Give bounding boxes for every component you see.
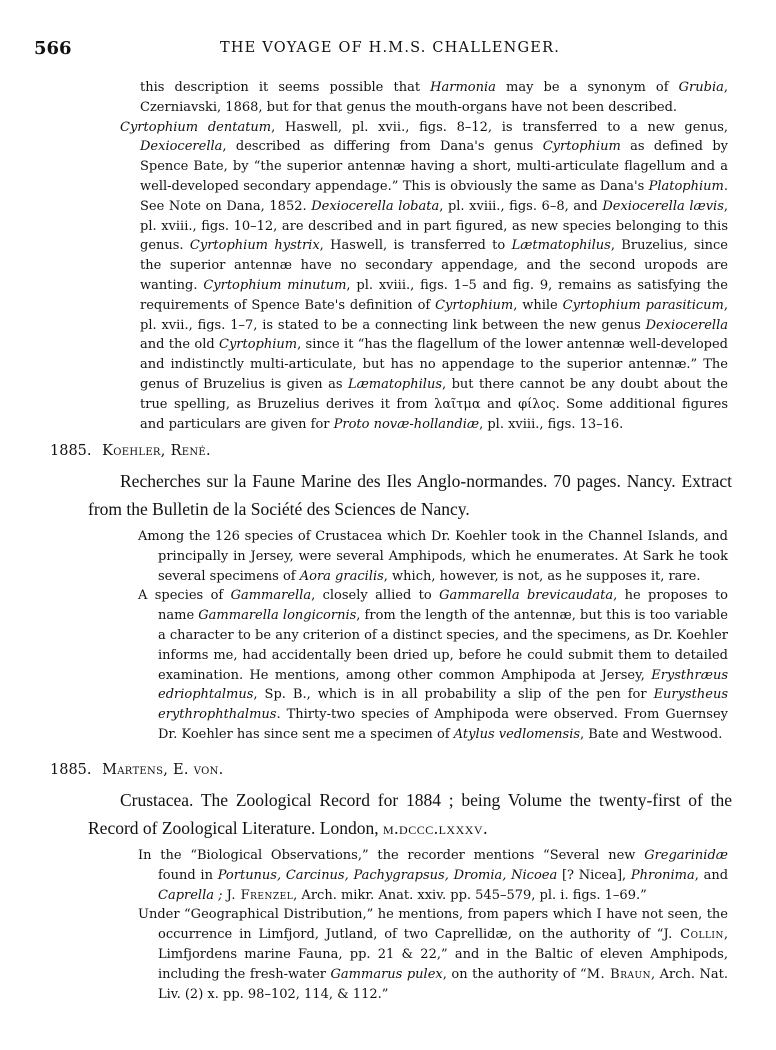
genus-name: Gammarella xyxy=(230,588,312,604)
text-run: as defined by Spence Bate, by “the superior antennæ having a short, multi-articulate flagellum and a well-developed secondary appendage.” This is obviously the same as Dana's xyxy=(140,139,728,194)
text-run: , described as differing from Dana's genus xyxy=(222,139,543,155)
text-run: , from the length of the antennæ, but this is too variable a character to be any criterion of a distinct species, and the specimens, as Dr. Koehler informs me, had accidentally been dried up, before he could submit them to detailed examination. He mentions, among other common Amphipoda at Jersey, xyxy=(158,608,729,683)
text-run: , pl. xviii., figs. 6–8, and xyxy=(439,198,603,214)
page-number: 566 xyxy=(34,38,72,59)
text-run: this description it seems possible that xyxy=(140,80,431,95)
genus-name: Caprella ; xyxy=(158,887,223,903)
text-run: [? Nicea], xyxy=(557,867,631,883)
genus-name: Læmatophilus xyxy=(347,376,442,392)
body-paragraph xyxy=(120,118,728,435)
species-name: Dexiocerella lævis xyxy=(602,198,724,214)
running-title: THE VOYAGE OF H.M.S. CHALLENGER. xyxy=(219,40,561,56)
text-run: , Sp. B., which is in all probability a slip of the pen for xyxy=(253,687,654,703)
text-run: . Thirty-two species of Amphipoda were observed. From Guernsey Dr. Koehler has since sent me a specimen of xyxy=(158,707,728,742)
text-run: , Haswell, is transferred to xyxy=(319,238,512,254)
species-name: Gammarella longicornis xyxy=(198,608,357,624)
cited-author: M. Braun xyxy=(586,966,651,982)
family-name: Gregarinidæ xyxy=(644,848,728,863)
entry-body xyxy=(140,527,728,745)
text-run: may be a synonym of xyxy=(495,80,679,95)
text-run: , but there cannot be any doubt about the true spelling, as Bruzelius derives it from λαῖτμα and φίλος. Some additional figures and particulars are given for xyxy=(140,376,728,432)
genus-name: Dexiocerella xyxy=(645,317,728,333)
genus-name: Harmonia xyxy=(430,80,496,95)
entry-title-block xyxy=(88,786,732,842)
entry-title xyxy=(88,786,732,842)
genus-name: Dexiocerella xyxy=(140,139,223,155)
entry-year: 1885. xyxy=(50,443,92,459)
species-name: Gammarella brevicaudata xyxy=(439,588,614,604)
species-name: Dexiocerella lobata xyxy=(311,198,440,214)
genus-name: Platophium xyxy=(648,178,724,194)
entry-title-text: Crustacea. The Zoological Record for 1884 ; being Volume the twenty-first of the Record of Zoological Literature. London, xyxy=(88,790,732,838)
entry-year: 1885. xyxy=(50,762,92,778)
entry-body xyxy=(140,846,728,1004)
bibliography-entry-heading xyxy=(50,762,224,778)
species-name: Erysthræus edriophtalmus xyxy=(158,667,728,703)
genus-name: Cyrtophium xyxy=(542,139,621,155)
text-run: found in xyxy=(158,867,218,883)
cited-author: J. Collin xyxy=(663,927,724,943)
species-name: Cyrtophium parasiticum xyxy=(562,297,724,313)
species-name: Cyrtophium dentatum xyxy=(120,119,272,135)
text-run: , Limfjordens marine Fauna, pp. 21 & 22,” and in the Baltic of eleven Amphipods, including the fresh-water xyxy=(158,927,728,982)
genus-name: Phronima xyxy=(630,867,695,883)
species-name: Proto novæ-hollandiæ xyxy=(333,416,480,432)
continued-entry-body xyxy=(120,78,729,434)
text-run: , since it “has the flagellum of the lower antennæ well-developed and indistinctly multi-articulate, but has no appendage to the superior antennæ.” The genus of Bruzelius is given as xyxy=(140,337,728,392)
body-paragraph xyxy=(138,846,728,905)
body-paragraph xyxy=(138,905,728,1004)
genus-name: Lætmatophilus xyxy=(511,238,611,254)
text-run: , Bruzelius, since the superior antennæ have no secondary appendage, and the second uropods are wanting. xyxy=(140,238,728,293)
species-name: Gammarus pulex xyxy=(330,966,443,982)
entry-title: Recherches sur la Faune Marine des Iles Anglo-normandes. 70 pages. Nancy. Extract from the Bulletin de la Société des Sciences de Nancy. xyxy=(88,471,732,519)
text-run: Among the 126 species of Crustacea which Dr. Koehler took in the Channel Islands, and principally in Jersey, were several Amphipods, which he enumerates. At Sark he took several specimens of xyxy=(138,529,728,584)
entry-author: Koehler, René. xyxy=(102,443,211,459)
text-run: , Bate and Westwood. xyxy=(580,726,723,742)
text-run: Under “Geographical Distribution,” he mentions, from papers which I have not seen, the occurrence in Limfjord, Jutland, of two Caprellidæ, on the authority of “ xyxy=(138,907,728,943)
species-name: Cyrtophium minutum xyxy=(203,277,347,293)
entry-title-date: m.dccc.lxxxv. xyxy=(382,818,488,838)
body-paragraph xyxy=(140,78,728,118)
bibliography-entry-heading xyxy=(50,443,211,459)
entry-author: Martens, E. von. xyxy=(102,762,224,778)
text-run: , which, however, is not, as he supposes it, rare. xyxy=(383,568,701,584)
species-name: Cyrtophium hystrix xyxy=(189,238,320,254)
body-paragraph xyxy=(138,527,728,586)
cited-author: J. Frenzel xyxy=(226,887,294,903)
text-run: In the “Biological Observations,” the recorder mentions “Several new xyxy=(138,848,645,863)
genus-list: Portunus, Carcinus, Pachygrapsus, Dromia, Nicoea xyxy=(217,867,558,883)
text-run: , while xyxy=(513,297,563,313)
text-run: , Arch. mikr. Anat. xxiv. pp. 545–579, pl. i. figs. 1–69.” xyxy=(293,887,647,903)
text-run: , pl. xviii., figs. 13–16. xyxy=(479,416,624,432)
genus-name: Cyrtophium xyxy=(435,297,514,313)
species-name: Eurystheus erythrophthalmus xyxy=(158,687,728,723)
text-run: . See Note on Dana, 1852. xyxy=(140,178,728,214)
text-run: , Czerniavski, 1868, but for that genus the mouth-organs have not been described. xyxy=(140,80,728,115)
genus-name: Grubia xyxy=(678,80,724,95)
text-run: , pl. xviii., figs. 1–5 and fig. 9, remains as satisfying the requirements of Spence Bate's definition of xyxy=(140,277,729,313)
text-run: , Haswell, pl. xvii., figs. 8–12, is transferred to a new genus, xyxy=(271,119,728,135)
page-header xyxy=(34,38,746,60)
text-run: , Arch. Nat. Liv. (2) x. pp. 98–102, 114, & 112.” xyxy=(158,966,728,1002)
species-name: Atylus vedlomensis xyxy=(453,726,581,742)
species-name: Aora gracilis xyxy=(299,568,384,584)
text-run: , he proposes to name xyxy=(158,588,728,624)
text-run: , and xyxy=(694,867,729,883)
genus-name: Cyrtophium xyxy=(219,337,298,353)
body-paragraph xyxy=(138,586,728,744)
text-run: A species of xyxy=(138,588,231,604)
text-run: , pl. xviii., figs. 10–12, are described and in part figured, as new species belonging to this genus. xyxy=(140,198,729,254)
text-run: and the old xyxy=(140,337,219,353)
text-run: , on the authority of “ xyxy=(442,966,587,982)
text-run: , closely allied to xyxy=(311,588,440,604)
text-run: , pl. xvii., figs. 1–7, is stated to be a connecting link between the new genus xyxy=(140,297,729,333)
entry-title-block xyxy=(88,467,732,523)
